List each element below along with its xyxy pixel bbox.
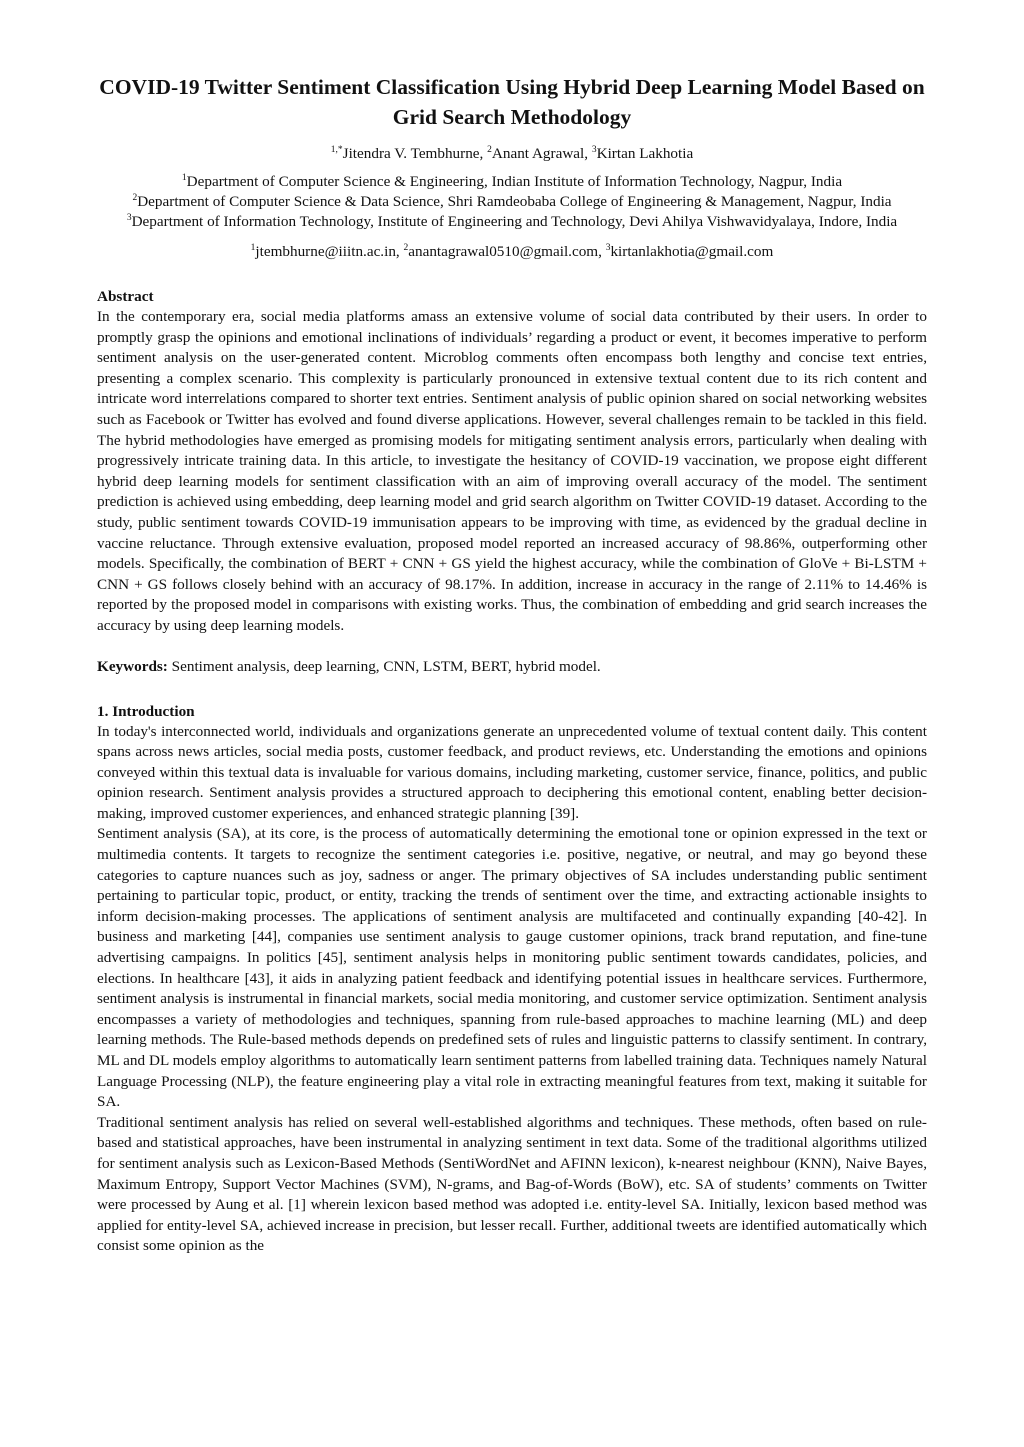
introduction-heading: 1. Introduction <box>97 702 195 720</box>
affiliation-text: Department of Computer Science & Engineering, Indian Institute of Information Technology, Nagpur, India <box>186 173 843 190</box>
author-name: Jitendra V. Tembhurne, <box>342 145 488 162</box>
affiliation-text: Department of Computer Science & Data Science, Shri Ramdeobaba College of Engineering & Management, Nagpur, India <box>137 193 892 210</box>
affiliation-list <box>97 172 927 232</box>
email-address: kirtanlakhotia@gmail.com <box>610 243 774 260</box>
paper-title: COVID-19 Twitter Sentiment Classification Using Hybrid Deep Learning Model Based on Grid Search Methodology <box>99 75 925 129</box>
introduction-paragraph: In today's interconnected world, individuals and organizations generate an unprecedented volume of textual content daily. This content spans across news articles, social media posts, customer feedback, and product reviews, etc. Understanding the emotions and opinions conveyed within this textual data is invaluable for various domains, including marketing, customer service, finance, politics, and public opinion research. Sentiment analysis provides a structured approach to deciphering this emotional content, enabling better decision-making, improved customer experiences, and enhanced strategic planning [39]. <box>97 722 927 822</box>
author-list <box>97 144 927 164</box>
keywords-label: Keywords: <box>97 657 168 675</box>
author <box>592 145 693 162</box>
email <box>606 243 774 260</box>
abstract-text: In the contemporary era, social media platforms amass an extensive volume of social data contributed by their users. In order to promptly grasp the opinions and emotional inclinations of individuals’ regarding a product or event, it becomes imperative to perform sentiment analysis on the user-generated content. Microblog comments often encompass both lengthy and concise text entries, presenting a complex scenario. This complexity is particularly pronounced in extensive textual content due to its rich content and intricate word interrelations compared to shorter text entries. Sentiment analysis of public opinion shared on social networking websites such as Facebook or Twitter has evolved and found diverse applications. However, several challenges remain to be tackled in this field. The hybrid methodologies have emerged as promising models for mitigating sentiment analysis errors, particularly when dealing with progressively intricate training data. In this article, to investigate the hesitancy of COVID-19 vaccination, we propose eight different hybrid deep learning models for sentiment classification with an aim of improving overall accuracy of the model. The sentiment prediction is achieved using embedding, deep learning model and grid search algorithm on Twitter COVID-19 dataset. According to the study, public sentiment towards COVID-19 immunisation appears to be improving with time, as evidenced by the gradual decline in vaccine reluctance. Through extensive evaluation, proposed model reported an increased accuracy of 98.86%, outperforming other models. Specifically, the combination of BERT + CNN + GS yield the highest accuracy, while the combination of GloVe + Bi-LSTM + CNN + GS follows closely behind with an accuracy of 98.17%. In addition, increase in accuracy in the range of 2.11% to 14.46% is reported by the proposed model in comparisons with existing works. Thus, the combination of embedding and grid search increases the accuracy by using deep learning models. <box>97 308 927 634</box>
affiliation-superscript: 3 <box>126 212 132 223</box>
email-address: jtembhurne@iiitn.ac.in, <box>255 243 404 260</box>
affiliation <box>97 172 927 192</box>
email-superscript: 1 <box>250 242 256 253</box>
paper-page <box>97 72 927 1257</box>
abstract-heading: Abstract <box>97 288 154 305</box>
affiliation-superscript: 2 <box>132 192 138 203</box>
keywords-line <box>97 657 927 677</box>
introduction-paragraph: Traditional sentiment analysis has relied on several well-established algorithms and techniques. These methods, often based on rule-based and statistical approaches, have been instrumental in analyzing sentiment in text data. Some of the traditional algorithms utilized for sentiment analysis such as Lexicon-Based Methods (SentiWordNet and AFINN lexicon), k-nearest neighbour (KNN), Naive Bayes, Maximum Entropy, Support Vector Machines (SVM), N-grams, and Bag-of-Words (BoW), etc. SA of students’ comments on Twitter were processed by Aung et al. [1] wherein lexicon based method was adopted i.e. entity-level SA. Initially, lexicon based method was applied for entity-level SA, achieved increase in precision, but lesser recall. Further, additional tweets are identified automatically which consist some opinion as the <box>97 1113 927 1255</box>
author-superscript: 3 <box>591 144 597 155</box>
author <box>487 145 592 162</box>
author-superscript: 1,* <box>330 144 343 155</box>
keywords-text: Sentiment analysis, deep learning, CNN, LSTM, BERT, hybrid model. <box>167 657 601 675</box>
email-address: anantagrawal0510@gmail.com, <box>408 243 606 260</box>
author-name: Kirtan Lakhotia <box>596 145 694 162</box>
email-superscript: 3 <box>605 242 611 253</box>
email-superscript: 2 <box>403 242 409 253</box>
email <box>251 243 404 260</box>
author-name: Anant Agrawal, <box>491 145 592 162</box>
affiliation <box>97 212 927 232</box>
email <box>404 243 606 260</box>
author <box>331 145 487 162</box>
affiliation-text: Department of Information Technology, Institute of Engineering and Technology, Devi Ahilya Vishwavidyalaya, Indore, India <box>131 213 898 230</box>
author-superscript: 2 <box>487 144 492 155</box>
affiliation-superscript: 1 <box>181 172 187 183</box>
affiliation <box>97 192 927 212</box>
email-list <box>97 242 927 262</box>
introduction-paragraph: Sentiment analysis (SA), at its core, is the process of automatically determining the emotional tone or opinion expressed in the text or multimedia contents. It targets to recognize the sentiment categories i.e. positive, negative, or neutral, and may go beyond these categories to capture nuances such as joy, sadness or anger. The primary objectives of SA includes understanding public sentiment pertaining to particular topic, product, or entity, tracking the trends of sentiment over the time, and extracting actionable insights to inform decision-making processes. The applications of sentiment analysis are multifaceted and continually expanding [40-42]. In business and marketing [44], companies use sentiment analysis to gauge customer opinions, track brand reputation, and fine-tune advertising campaigns. In politics [45], sentiment analysis helps in monitoring public sentiment towards candidates, policies, and elections. In healthcare [43], it aids in analyzing patient feedback and identifying potential issues in healthcare services. Furthermore, sentiment analysis is instrumental in financial markets, social media monitoring, and customer service optimization. Sentiment analysis encompasses a variety of methodologies and techniques, spanning from rule-based approaches to machine learning (ML) and deep learning methods. The Rule-based methods depends on predefined sets of rules and linguistic patterns to classify sentiment. In contrary, ML and DL models employ algorithms to automatically learn sentiment patterns from labelled training data. Techniques namely Natural Language Processing (NLP), the feature engineering play a vital role in extracting meaningful features from text, making it suitable for SA. <box>97 825 927 1111</box>
